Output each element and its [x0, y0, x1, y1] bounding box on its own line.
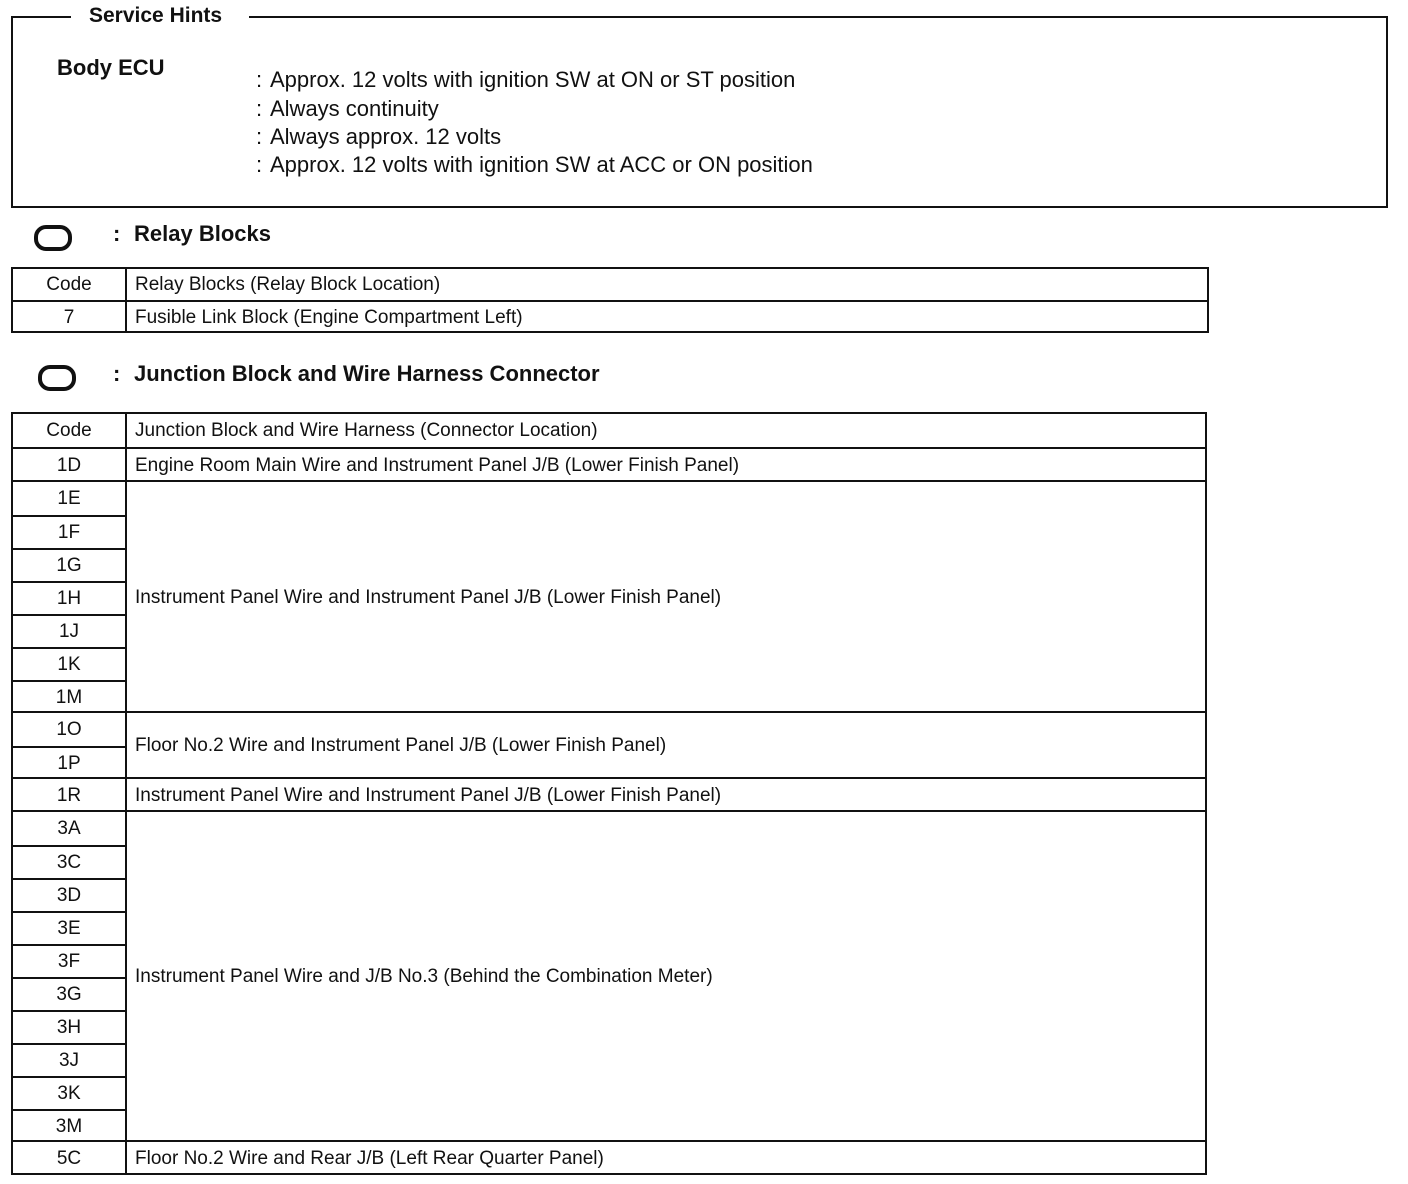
junction-block-symbol-icon: [38, 365, 76, 391]
code-column: [13, 449, 127, 482]
hint-description: Approx. 12 volts with ignition SW at ACC or ON position: [270, 152, 813, 177]
junction-block-table: [11, 412, 1207, 1175]
relay-blocks-table: [11, 267, 1209, 333]
row-code: 1H: [13, 581, 125, 614]
table-row-group: [13, 777, 1205, 812]
hint-colon: :: [256, 96, 263, 121]
row-code: 3G: [13, 977, 125, 1010]
table-row-group: [13, 480, 1205, 713]
row-code: 5C: [56, 1147, 82, 1169]
row-description: Engine Room Main Wire and Instrument Panel J/B (Lower Finish Panel): [135, 454, 740, 476]
heading-label: Relay Blocks: [134, 221, 271, 246]
row-code: 1O: [56, 718, 82, 740]
hint-description: Always approx. 12 volts: [270, 124, 502, 149]
hint-description: Always continuity: [270, 96, 439, 121]
table-row-group: [13, 711, 1205, 779]
row-code: 3M: [13, 1109, 125, 1142]
code-column: [13, 812, 127, 1142]
code-column: [13, 779, 127, 812]
row-code: 1R: [56, 784, 82, 806]
row-code: 3D: [13, 878, 125, 911]
hints-subtitle: Body ECU: [57, 55, 165, 80]
heading-label: Junction Block and Wire Harness Connector: [134, 361, 600, 386]
row-description: Floor No.2 Wire and Rear J/B (Left Rear Quarter Panel): [135, 1147, 604, 1169]
row-code: 1G: [13, 548, 125, 581]
row-code: 1E: [57, 487, 81, 509]
row-code: 3H: [13, 1010, 125, 1043]
row-code: 3A: [57, 817, 81, 839]
row-description: Instrument Panel Wire and J/B No.3 (Behind the Combination Meter): [135, 966, 713, 987]
hint-colon: :: [256, 67, 263, 92]
table-row-group: [13, 1140, 1205, 1175]
table-row: [13, 300, 1207, 333]
row-code: 1D: [56, 454, 82, 476]
row-description: Floor No.2 Wire and Instrument Panel J/B (Lower Finish Panel): [135, 735, 667, 756]
heading-colon: :: [113, 361, 121, 386]
relay-block-symbol-icon: [34, 225, 72, 251]
heading-colon: :: [113, 221, 121, 246]
row-code: 1J: [13, 614, 125, 647]
code-column: [13, 1142, 127, 1175]
service-hints-box: [11, 16, 1388, 208]
table-row-group: [13, 447, 1205, 482]
row-code: 1F: [13, 515, 125, 548]
row-code: 1K: [13, 647, 125, 680]
row-code: 7: [13, 302, 127, 333]
row-code: 3F: [13, 944, 125, 977]
hint-colon: :: [256, 152, 263, 177]
table-header-row: [13, 414, 1205, 447]
table-row-group: [13, 810, 1205, 1142]
table-header-row: [13, 269, 1207, 300]
hint-description: Approx. 12 volts with ignition SW at ON or ST position: [270, 67, 796, 92]
row-code: 1P: [13, 746, 125, 779]
code-column: [13, 482, 127, 713]
hints-title: Service Hints: [71, 3, 249, 29]
code-column: [13, 713, 127, 779]
header-code: Code: [13, 269, 127, 300]
row-code: 3C: [13, 845, 125, 878]
hint-colon: :: [256, 124, 263, 149]
header-description: Junction Block and Wire Harness (Connector Location): [135, 419, 598, 441]
row-description: Instrument Panel Wire and Instrument Panel J/B (Lower Finish Panel): [135, 784, 722, 806]
header-description: Relay Blocks (Relay Block Location): [135, 273, 441, 295]
header-code: Code: [13, 414, 127, 447]
row-code: 3J: [13, 1043, 125, 1076]
row-code: 1M: [13, 680, 125, 713]
row-code: 3E: [13, 911, 125, 944]
row-description: Fusible Link Block (Engine Compartment Left): [135, 306, 523, 328]
row-code: 3K: [13, 1076, 125, 1109]
row-description: Instrument Panel Wire and Instrument Panel J/B (Lower Finish Panel): [135, 586, 722, 608]
